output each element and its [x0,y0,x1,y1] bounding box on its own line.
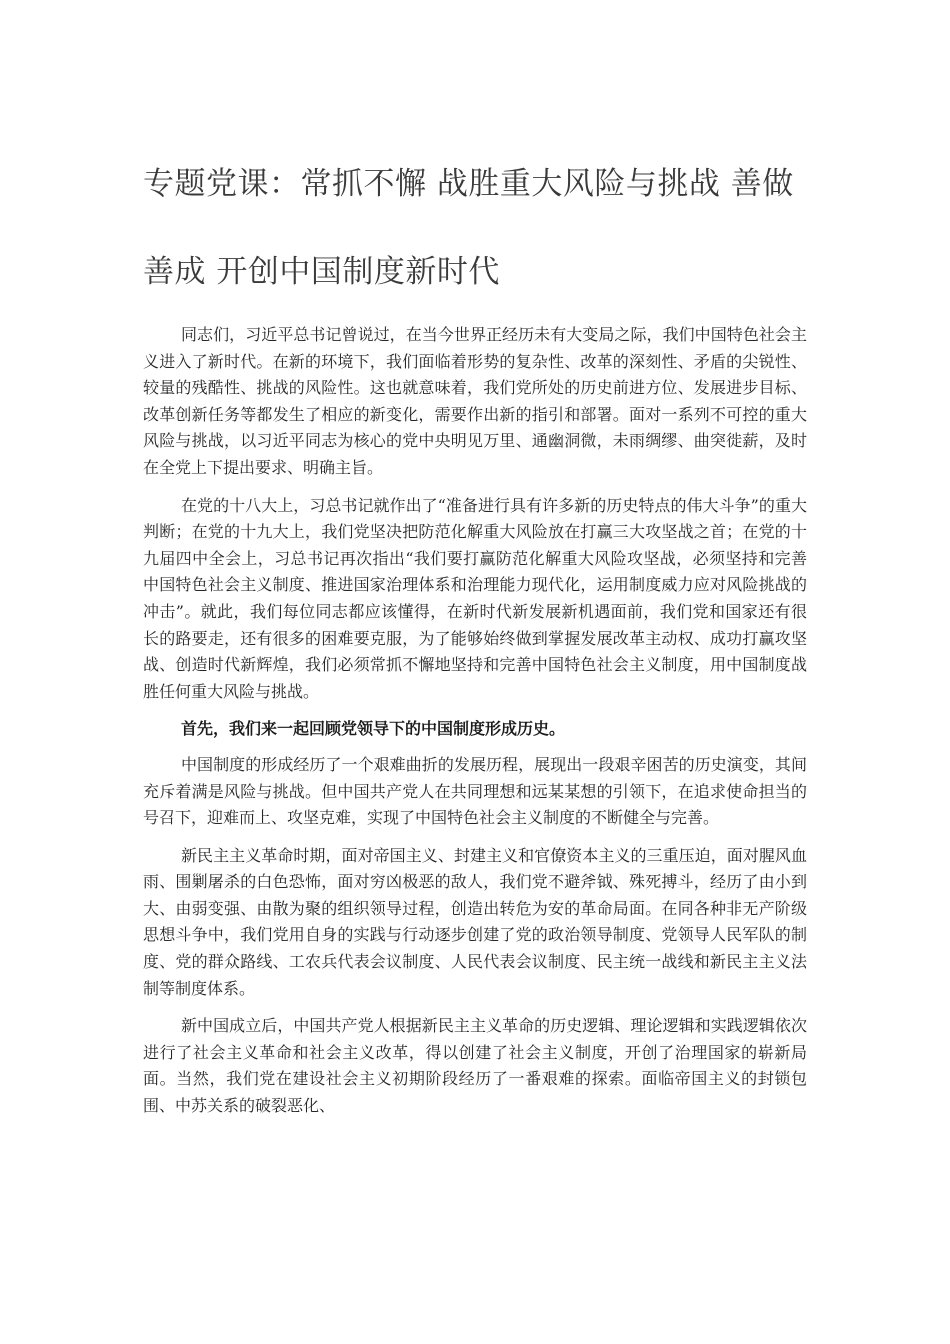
section-heading: 首先，我们来一起回顾党领导下的中国制度形成历史。 [181,719,566,739]
paragraph-new-democratic-revolution: 新民主主义革命时期，面对帝国主义、封建主义和官僚资本主义的三重压迫，面对腥风血雨、围剿屠杀的白色恐怖，面对穷凶极恶的敌人，我们党不避斧钺、殊死搏斗，经历了由小到大、由弱变强、由散为聚的组织领导过程，创造出转危为安的革命局面。在同各种非无产阶级思想斗争中，我们党用自身的实践与行动逐步创建了党的政治领导制度、党领导人民军队的制度、党的群众路线、工农兵代表会议制度、人民代表会议制度、民主统一战线和新民主主义法制等制度体系。 [143,845,807,998]
paragraph-new-china: 新中国成立后，中国共产党人根据新民主主义革命的历史逻辑、理论逻辑和实践逻辑依次进行了社会主义革命和社会主义改革，得以创建了社会主义制度，开创了治理国家的崭新局面。当然，我们党在建设社会主义初期阶段经历了一番艰难的探索。面临帝国主义的封锁包围、中苏关系的破裂恶化、 [143,1016,807,1116]
paragraph-system-history: 中国制度的形成经历了一个艰难曲折的发展历程，展现出一段艰辛困苦的历史演变，其间充斥着满是风险与挑战。但中国共产党人在共同理想和远某某想的引领下，在追求使命担当的号召下，迎难而上、攻坚克难，实现了中国特色社会主义制度的不断健全与完善。 [143,754,807,828]
document-body [143,322,807,1131]
paragraph-party-congress: 在党的十八大上，习总书记就作出了“准备进行具有许多新的历史特点的伟大斗争”的重大判断；在党的十九大上，我们党坚决把防范化解重大风险放在打赢三大攻坚战之首；在党的十九届四中全会上，习总书记再次指出“我们要打赢防范化解重大风险攻坚战，必须坚持和完善中国特色社会主义制度、推进国家治理体系和治理能力现代化，运用制度威力应对风险挑战的冲击”。就此，我们每位同志都应该懂得，在新时代新发展新机遇面前，我们党和国家还有很长的路要走，还有很多的困难要克服，为了能够始终做到掌握发展改革主动权、成功打赢攻坚战、创造时代新辉煌，我们必须常抓不懈地坚持和完善中国特色社会主义制度，用中国制度战胜任何重大风险与挑战。 [143,495,807,701]
paragraph-intro: 同志们，习近平总书记曾说过，在当今世界正经历未有大变局之际，我们中国特色社会主义进入了新时代。在新的环境下，我们面临着形势的复杂性、改革的深刻性、矛盾的尖锐性、较量的残酷性、挑战的风险性。这也就意味着，我们党所处的历史前进方位、发展进步目标、改革创新任务等都发生了相应的新变化，需要作出新的指引和部署。面对一系列不可控的重大风险与挑战，以习近平同志为核心的党中央明见万里、通幽洞微，未雨绸缪、曲突徙薪，及时在全党上下提出要求、明确主旨。 [143,325,807,477]
document-title: 专题党课：常抓不懈 战胜重大风险与挑战 善做善成 开创中国制度新时代 [143,166,794,290]
